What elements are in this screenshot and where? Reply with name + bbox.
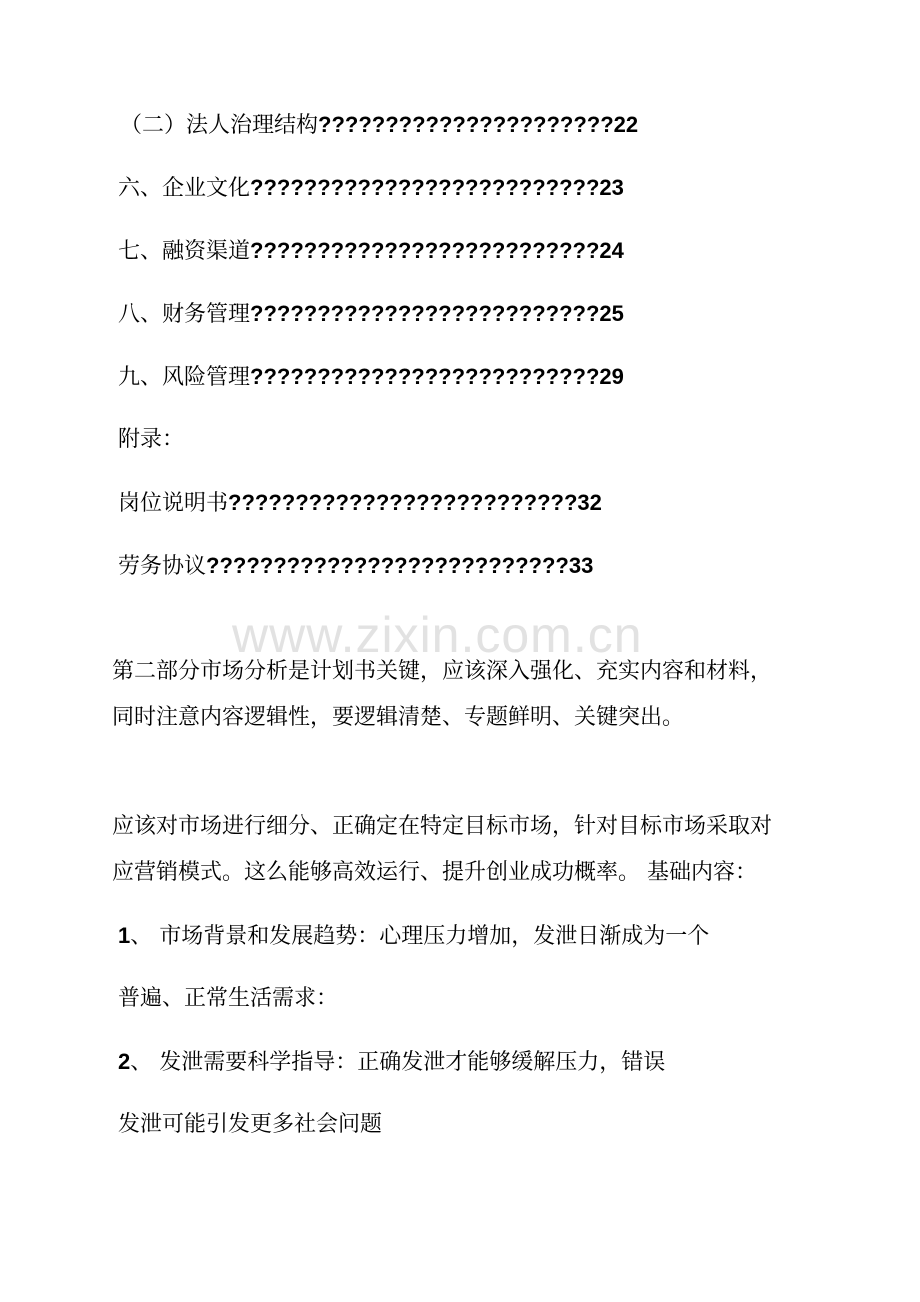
toc-page-number: 22 xyxy=(613,112,639,137)
paragraph-line: 应营销模式。这么能够高效运行、提升创业成功概率。 基础内容： xyxy=(112,860,757,885)
toc-entry xyxy=(118,551,593,582)
toc-leader: ?????????????????????????? xyxy=(228,490,578,515)
paragraph-line: 第二部分市场分析是计划书关键，应该深入强化、充实内容和材料， xyxy=(112,659,773,684)
toc-title: （二）法人治理结构 xyxy=(120,113,319,138)
list-item-continuation: 发泄可能引发更多社会问题 xyxy=(118,1112,383,1137)
paragraph-line: 同时注意内容逻辑性，要逻辑清楚、专题鲜明、关键突出。 xyxy=(112,705,685,730)
toc-title: 岗位说明书 xyxy=(118,491,229,516)
toc-entry xyxy=(120,110,638,141)
toc-page-number: 29 xyxy=(599,364,624,389)
watermark: www.zixin.com.cn xyxy=(232,607,643,663)
toc-page-number: 23 xyxy=(599,175,624,200)
toc-title: 七、融资渠道 xyxy=(118,239,251,264)
toc-entry xyxy=(118,236,624,267)
list-item xyxy=(118,1047,665,1078)
list-item-text: 、 市场背景和发展趋势：心理压力增加，发泄日渐成为一个 xyxy=(130,924,710,949)
toc-title: 劳务协议 xyxy=(118,554,207,579)
list-number: 2 xyxy=(118,1049,131,1074)
toc-page-number: 33 xyxy=(568,553,594,578)
toc-entry xyxy=(118,362,624,393)
toc-leader: ?????????????????????????? xyxy=(250,175,600,200)
list-item xyxy=(118,921,709,952)
toc-title: 六、企业文化 xyxy=(118,176,251,201)
toc-leader: ??????????????????????????? xyxy=(206,553,569,578)
toc-entry xyxy=(118,299,624,330)
toc-page-number: 25 xyxy=(599,301,624,326)
toc-entry xyxy=(118,488,602,519)
list-item-text: 、 发泄需要科学指导：正确发泄才能够缓解压力，错误 xyxy=(130,1050,666,1075)
toc-leader: ?????????????????????? xyxy=(318,112,614,137)
toc-entry xyxy=(118,173,624,204)
toc-leader: ?????????????????????????? xyxy=(250,238,600,263)
toc-title: 九、风险管理 xyxy=(118,365,251,390)
toc-leader: ?????????????????????????? xyxy=(250,301,600,326)
toc-leader: ?????????????????????????? xyxy=(250,364,600,389)
toc-page-number: 24 xyxy=(599,238,624,263)
appendix-label: 附录： xyxy=(118,427,185,452)
toc-page-number: 32 xyxy=(577,490,602,515)
list-number: 1 xyxy=(118,923,131,948)
list-item-continuation: 普遍、正常生活需求： xyxy=(118,986,339,1011)
paragraph-line: 应该对市场进行细分、正确定在特定目标市场，针对目标市场采取对 xyxy=(112,814,773,839)
toc-title: 八、财务管理 xyxy=(118,302,251,327)
